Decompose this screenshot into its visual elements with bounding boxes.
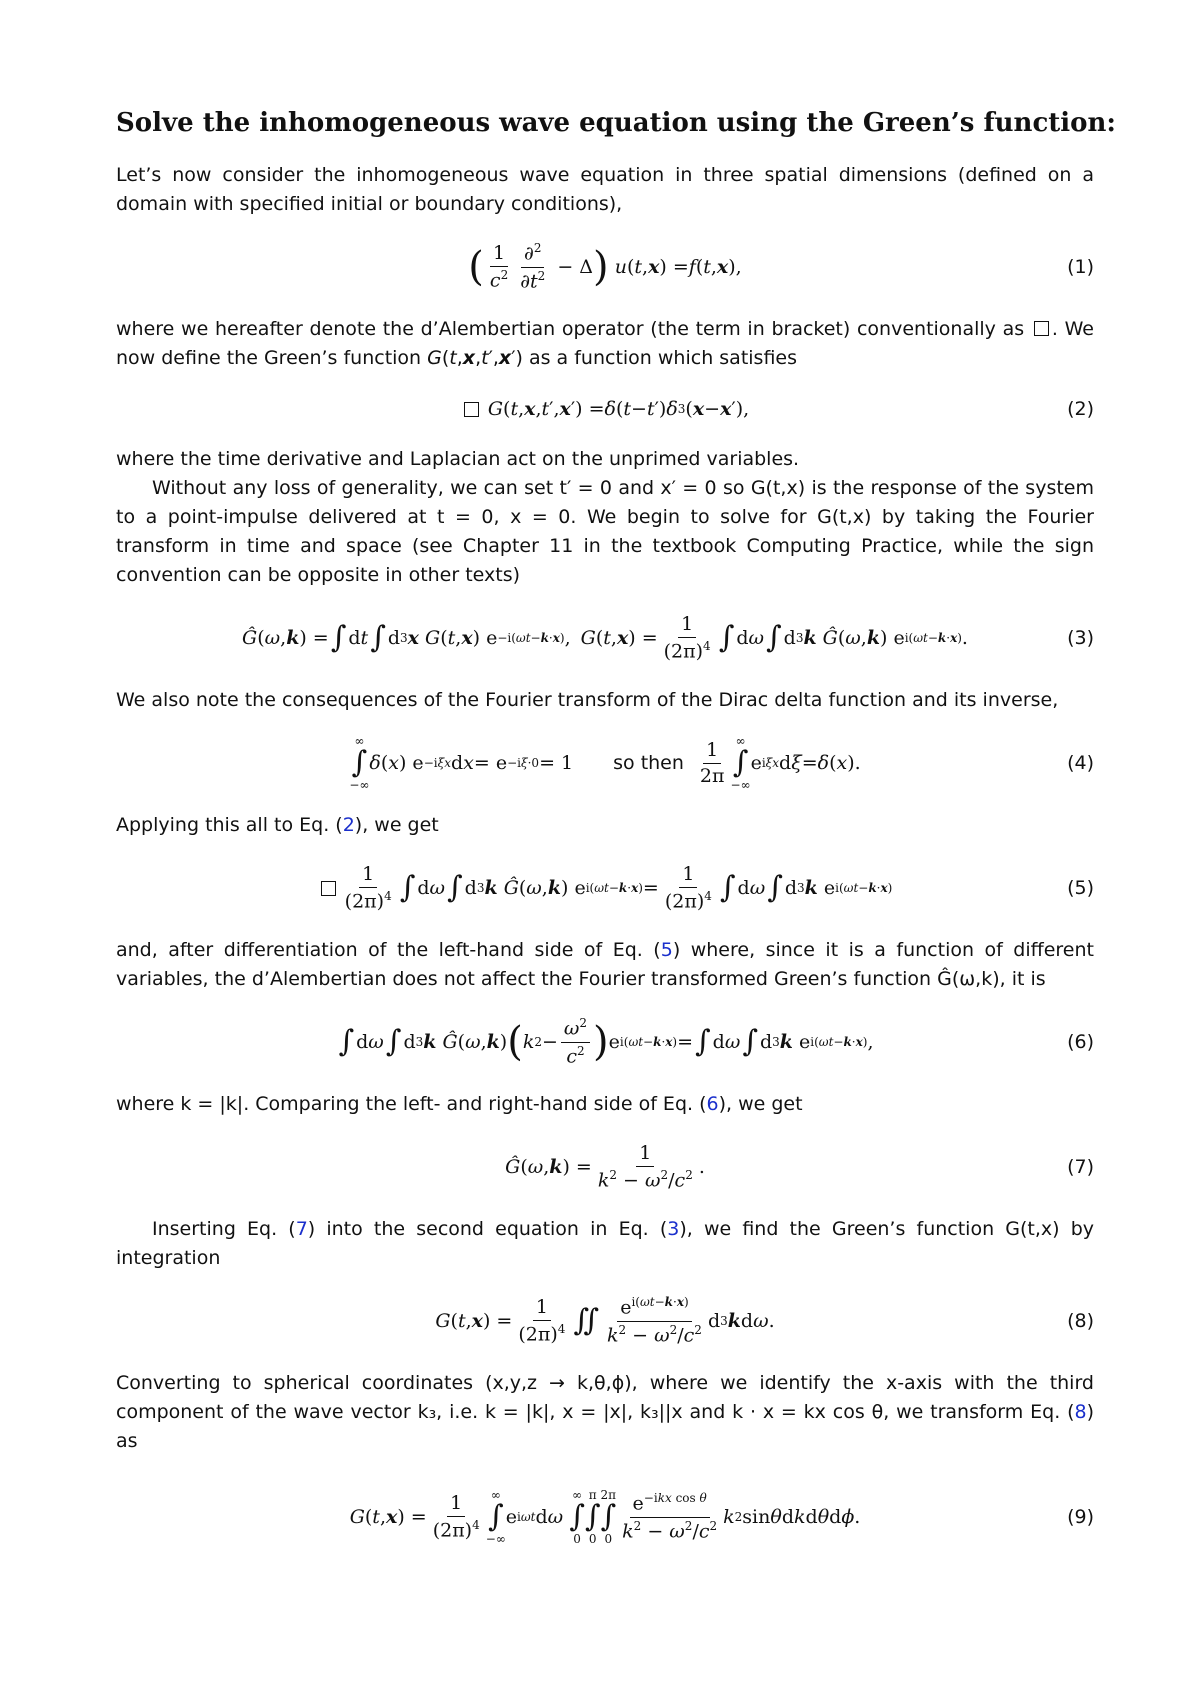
paragraph-differentiation: and, after differentiation of the left-hand side of Eq. (5) where, since it is a function of different variables, the d’Alembertian does not affect the Fourier transformed Green’s function Ĝ(ω,k), it is [116, 939, 1094, 991]
dalembertian-box-symbol [1034, 321, 1049, 336]
paragraph-applying: Applying this all to Eq. (2), we get [116, 814, 439, 837]
paragraph-intro: Let’s now consider the inhomogeneous wave equation in three spatial dimensions (defined on a domain with specified initial or boundary conditions), [116, 164, 1094, 216]
paragraph-comparing: where k = |k|. Comparing the left- and right-hand side of Eq. (6), we get [116, 1093, 803, 1116]
equation-1: ( $\frac{1}{c^2}$ $\frac{\partial^2}{\partial t^2}$ − Δ ) u ( t , x ) = f ( t , x ), (1) [468, 241, 1094, 293]
eq-ref-link[interactable]: 3 [667, 1218, 680, 1241]
equation-7: Ĝ ( ω , k ) = $\frac{1}{k^2 - \omega^2/c^2}$ . (7) [505, 1142, 1094, 1192]
eq-ref-link[interactable]: 2 [342, 814, 355, 837]
eq-ref-link[interactable]: 8 [1074, 1401, 1087, 1424]
eq-ref-link[interactable]: 7 [295, 1218, 308, 1241]
equation-number: (1) [1067, 256, 1094, 279]
paragraph-dalembertian: where we hereafter denote the d’Alembertian operator (the term in bracket) conventionally as . We now define the Green’s function G(t,x,t′,x′) as a function which satisfies [116, 318, 1094, 370]
equation-6: ∫ d ω ∫ d 3 k Ĝ ( ω , k ) ( k 2 − $\frac{\omega^2}{c^2}$ ) e i(ωt−k·x) = ∫ d ω ∫ d 3 k e i(ωt−k·x) , (6) [338, 1016, 1094, 1068]
eq-ref-link[interactable]: 6 [706, 1093, 719, 1116]
section-title: Solve the inhomogeneous wave equation using the Green’s function: [116, 108, 1117, 138]
equation-4: ∞ ∫ −∞ δ ( x ) e −iξx d x = e −iξ·0 = 1 so then $\frac{1}{2\pi}$ ∞ ∫ −∞ e iξx d ξ = δ ( x ). (4) [349, 734, 1094, 793]
equation-8: G ( t , x ) = $\frac{1}{(2\pi)^4}$ ∬ $\frac{e^{i(\omega t-k\cdot x)}}{k^2 - \omega^2/c^2}$ d 3 k d ω . (8) [435, 1295, 1094, 1347]
paper-page [116, 108, 1117, 1578]
paragraph-spherical: Converting to spherical coordinates (x,y,z → k,θ,ϕ), where we identify the x-axis with the third component of the wave vector k₃, i.e. k = |k|, x = |x|, k₃||x and k · x = kx cos θ, we transform Eq. (8) as [116, 1372, 1094, 1453]
eq-ref-link[interactable]: 5 [660, 939, 673, 962]
equation-5: $\frac{1}{(2\pi)^4}$ ∫ d ω ∫ d 3 k Ĝ ( ω , k ) e i(ωt−k·x) = $\frac{1}{(2\pi)^4}$ ∫ d ω ∫ d 3 k e i(ωt−k·x) (5) [116, 846, 1094, 930]
paragraph-unprimed: where the time derivative and Laplacian act on the unprimed variables. [116, 448, 800, 471]
paragraph-fourier: Without any loss of generality, we can set t′ = 0 and x′ = 0 so G(t,x) is the response of the system to a point-impulse delivered at t = 0, x = 0. We begin to solve for G(t,x) by taking the Fourier transform in time and space (see Chapter 11 in the textbook Computing Practice, while the sign convention can be opposite in other texts) [116, 477, 1094, 587]
equation-2: G ( t , x , t ′, x ′) = δ ( t − t ′) δ 3 ( x − x ′), (2) [116, 379, 1094, 439]
equation-3: Ĝ ( ω , k ) = ∫ d t ∫ d 3 x G ( t , x ) e −i(ωt−k·x) , G ( t , x ) = $\frac{1}{(2\pi)^4}$ ∫ d ω ∫ d 3 k Ĝ ( ω , k ) e i(ωt−k·x) . (3) [242, 613, 1094, 663]
paragraph-inserting: Inserting Eq. (7) into the second equation in Eq. (3), we find the Green’s function G(t,x) by integration [116, 1218, 1095, 1270]
equation-9: G ( t , x ) = $\frac{1}{(2\pi)^4}$ ∞ ∫ −∞ e iωt d ω ∞ ∫ 0 π ∫ 0 2π ∫ 0 $\frac{e^{-ikx cos \theta}}{k^2 - \omega^2/c^2}$ k 2 sin θ d k d θ d ϕ . (9) [349, 1488, 1094, 1547]
paragraph-dirac: We also note the consequences of the Fourier transform of the Dirac delta function and its inverse, [116, 689, 1059, 712]
